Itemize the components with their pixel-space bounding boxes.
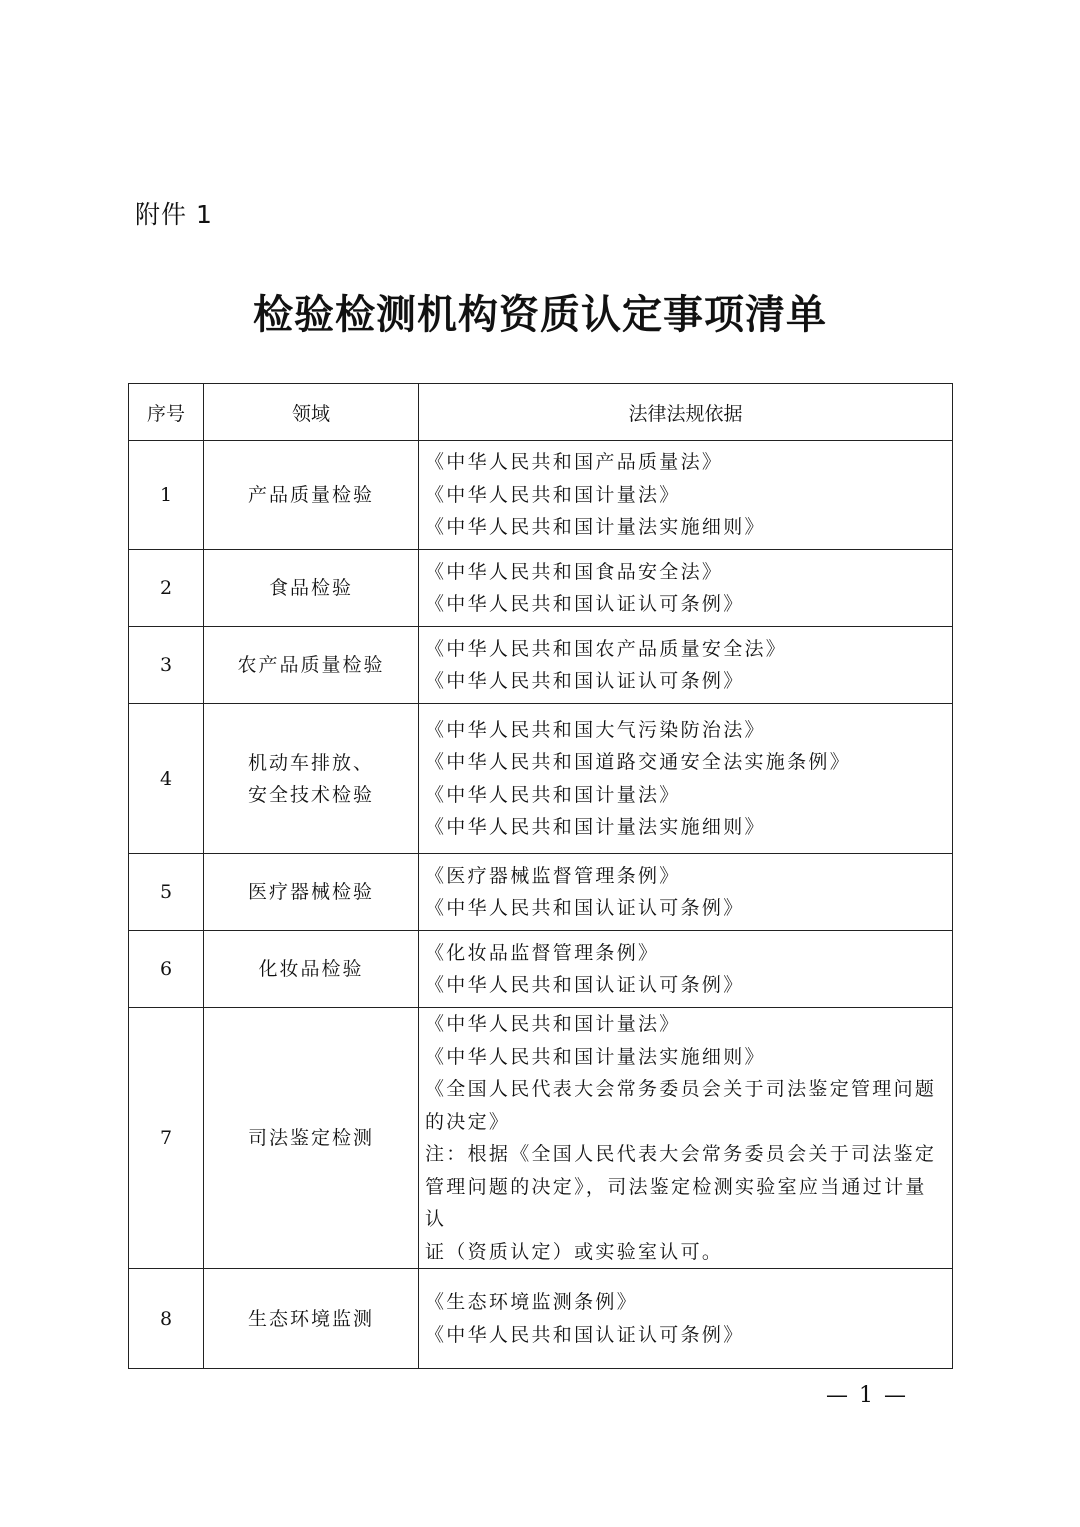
law-line: 管理问题的决定》，司法鉴定检测实验室应当通过计量认 [425, 1175, 927, 1230]
law-line: 《生态环境监测条例》 [425, 1291, 639, 1313]
law-line: 《中华人民共和国认证认可条例》 [425, 1323, 745, 1346]
law-line: 《医疗器械监督管理条例》 [425, 864, 681, 887]
law-line: 的决定》 [425, 1110, 511, 1133]
row-field [204, 441, 419, 550]
table-row [129, 627, 953, 704]
law-line: 《中华人民共和国食品安全法》 [425, 560, 724, 583]
row-number: 6 [129, 931, 204, 1008]
law-line: 《中华人民共和国计量法》 [425, 783, 681, 806]
law-line: 注：根据《全国人民代表大会常务委员会关于司法鉴定 [425, 1143, 937, 1165]
row-field [204, 704, 419, 854]
table-row [129, 704, 953, 854]
field-line: 生态环境监测 [247, 1307, 374, 1330]
law-line: 《中华人民共和国农产品质量安全法》 [425, 637, 788, 660]
row-law-basis [419, 1269, 953, 1369]
law-line: 《化妆品监督管理条例》 [425, 941, 660, 964]
table-header-row [129, 384, 953, 441]
law-line: 证（资质认定）或实验室认可。 [425, 1240, 724, 1263]
page-number: — 1 — [826, 1383, 908, 1408]
table-row [129, 441, 953, 550]
row-law-basis [419, 550, 953, 627]
row-law-basis [419, 627, 953, 704]
field-line: 产品质量检验 [247, 484, 374, 506]
field-line: 食品检验 [268, 577, 353, 599]
law-line: 《中华人民共和国认证认可条例》 [425, 670, 745, 692]
attachment-label: 附件 1 [135, 200, 213, 229]
row-number: 2 [129, 550, 204, 627]
row-number: 5 [129, 854, 204, 931]
qualification-items-table [128, 383, 953, 1369]
field-line: 安全技术检验 [247, 783, 374, 806]
law-line: 《中华人民共和国计量法实施细则》 [425, 1045, 766, 1068]
law-line: 《中华人民共和国计量法实施细则》 [425, 816, 766, 838]
law-line: 《中华人民共和国认证认可条例》 [425, 593, 745, 615]
row-field [204, 1269, 419, 1369]
row-law-basis [419, 704, 953, 854]
field-line: 医疗器械检验 [247, 881, 374, 903]
row-number: 7 [129, 1008, 204, 1269]
law-line: 《中华人民共和国计量法实施细则》 [425, 516, 766, 539]
law-line: 《中华人民共和国计量法》 [425, 483, 681, 506]
field-line: 农产品质量检验 [237, 654, 385, 676]
law-line: 《中华人民共和国产品质量法》 [425, 451, 724, 474]
row-law-basis [419, 931, 953, 1008]
row-field [204, 550, 419, 627]
row-number: 4 [129, 704, 204, 854]
law-line: 《全国人民代表大会常务委员会关于司法鉴定管理问题 [425, 1078, 937, 1100]
table-row [129, 1269, 953, 1369]
row-field [204, 931, 419, 1008]
row-law-basis [419, 1008, 953, 1269]
table-row [129, 550, 953, 627]
field-line: 机动车排放、 [247, 751, 374, 774]
row-law-basis [419, 854, 953, 931]
law-line: 《中华人民共和国计量法》 [425, 1013, 681, 1035]
table-row [129, 1008, 953, 1269]
field-line: 化妆品检验 [258, 958, 364, 980]
row-number: 8 [129, 1269, 204, 1369]
row-field [204, 854, 419, 931]
row-number: 1 [129, 441, 204, 550]
header-law: 法律法规依据 [419, 384, 953, 441]
row-number: 3 [129, 627, 204, 704]
table-row [129, 854, 953, 931]
header-field: 领域 [204, 384, 419, 441]
law-line: 《中华人民共和国大气污染防治法》 [425, 718, 766, 741]
law-line: 《中华人民共和国认证认可条例》 [425, 974, 745, 996]
row-field [204, 1008, 419, 1269]
document-title: 检验检测机构资质认定事项清单 [253, 292, 827, 338]
table-row [129, 931, 953, 1008]
row-law-basis [419, 441, 953, 550]
header-no: 序号 [129, 384, 204, 441]
law-line: 《中华人民共和国认证认可条例》 [425, 897, 745, 919]
row-field [204, 627, 419, 704]
field-line: 司法鉴定检测 [247, 1127, 374, 1149]
law-line: 《中华人民共和国道路交通安全法实施条例》 [425, 751, 852, 773]
